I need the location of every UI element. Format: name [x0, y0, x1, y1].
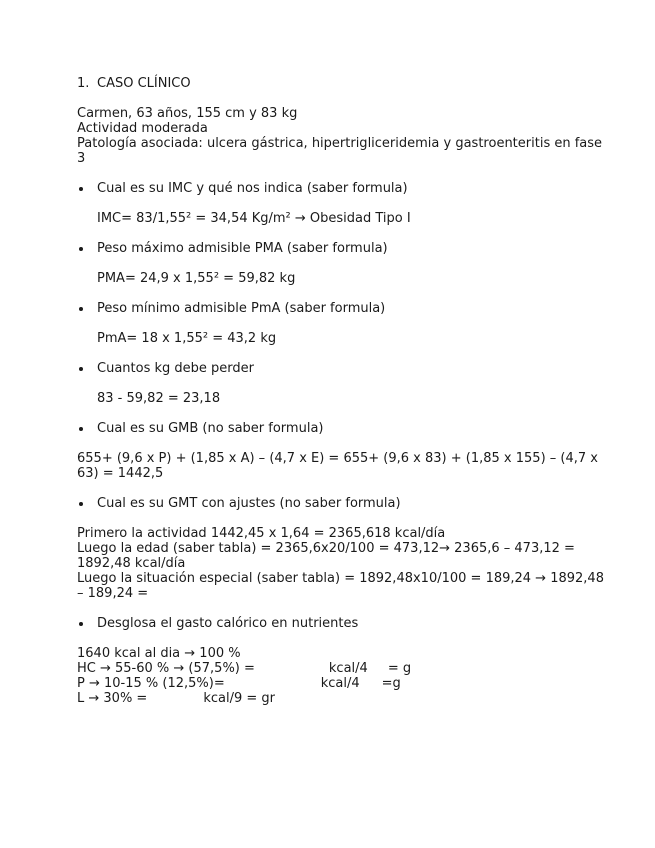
- patient-line-1: Carmen, 63 años, 155 cm y 83 kg: [77, 106, 298, 121]
- question-pma: [77, 241, 607, 256]
- l-label: L → 30% =: [77, 691, 148, 706]
- p-label: P → 10-15 % (12,5%)=: [77, 676, 225, 691]
- hc-result: = g: [387, 661, 412, 676]
- bullet-icon: [79, 622, 83, 626]
- section-heading: [77, 76, 607, 91]
- question-gmt: [77, 496, 607, 511]
- p-result: =g: [381, 676, 401, 691]
- question-pmin: [77, 301, 607, 316]
- nutrients-l: [77, 691, 607, 706]
- question-kg-text: Cuantos kg debe perder: [97, 361, 254, 376]
- question-kg: [77, 361, 607, 376]
- question-nutrients: [77, 616, 607, 631]
- hc-unit: kcal/4: [328, 661, 368, 676]
- question-gmb: [77, 421, 607, 436]
- question-pmin-text: Peso mínimo admisible PmA (saber formula): [97, 301, 386, 316]
- p-unit: kcal/4: [320, 676, 360, 691]
- question-imc: [77, 181, 607, 196]
- gmt-line-2: Luego la edad (saber tabla) = 2365,6x20/100 = 473,12→ 2365,6 – 473,12 = 1892,48 kcal/día: [77, 541, 575, 571]
- answer-nutrients: [77, 646, 607, 706]
- nutrients-p: [77, 676, 607, 691]
- question-nutrients-text: Desglosa el gasto calórico en nutrientes: [97, 616, 359, 631]
- question-pma-text: Peso máximo admisible PMA (saber formula): [97, 241, 388, 256]
- bullet-icon: [79, 187, 83, 191]
- answer-pma: PMA= 24,9 x 1,55² = 59,82 kg: [97, 271, 296, 286]
- hc-label: HC → 55-60 % → (57,5%) =: [77, 661, 255, 676]
- answer-gmt: [77, 526, 607, 601]
- section-title: CASO CLÍNICO: [97, 76, 191, 91]
- document-page: [77, 76, 607, 721]
- bullet-icon: [79, 367, 83, 371]
- l-unit: kcal/9 = gr: [203, 691, 275, 706]
- patient-info: [77, 106, 607, 166]
- question-gmb-text: Cual es su GMB (no saber formula): [97, 421, 324, 436]
- patient-line-2: Actividad moderada: [77, 121, 208, 136]
- question-imc-text: Cual es su IMC y qué nos indica (saber formula): [97, 181, 408, 196]
- gmt-line-3: Luego la situación especial (saber tabla) = 1892,48x10/100 = 189,24 → 1892,48 – 189,24 =: [77, 571, 604, 601]
- gmt-line-1: Primero la actividad 1442,45 x 1,64 = 2365,618 kcal/día: [77, 526, 446, 541]
- question-gmt-text: Cual es su GMT con ajustes (no saber formula): [97, 496, 401, 511]
- answer-imc: IMC= 83/1,55² = 34,54 Kg/m² → Obesidad Tipo I: [97, 211, 411, 226]
- bullet-icon: [79, 307, 83, 311]
- answer-gmb: 655+ (9,6 x P) + (1,85 x A) – (4,7 x E) = 655+ (9,6 x 83) + (1,85 x 155) – (4,7 x 63) = 1442,5: [77, 451, 598, 481]
- bullet-icon: [79, 427, 83, 431]
- bullet-icon: [79, 502, 83, 506]
- bullet-icon: [79, 247, 83, 251]
- answer-pmin: PmA= 18 x 1,55² = 43,2 kg: [97, 331, 277, 346]
- nutrients-total: 1640 kcal al dia → 100 %: [77, 646, 241, 661]
- patient-line-3: Patología asociada: ulcera gástrica, hipertrigliceridemia y gastroenteritis en fase 3: [77, 136, 603, 166]
- answer-kg: 83 - 59,82 = 23,18: [97, 391, 221, 406]
- nutrients-hc: [77, 661, 607, 676]
- section-number: 1.: [77, 76, 90, 91]
